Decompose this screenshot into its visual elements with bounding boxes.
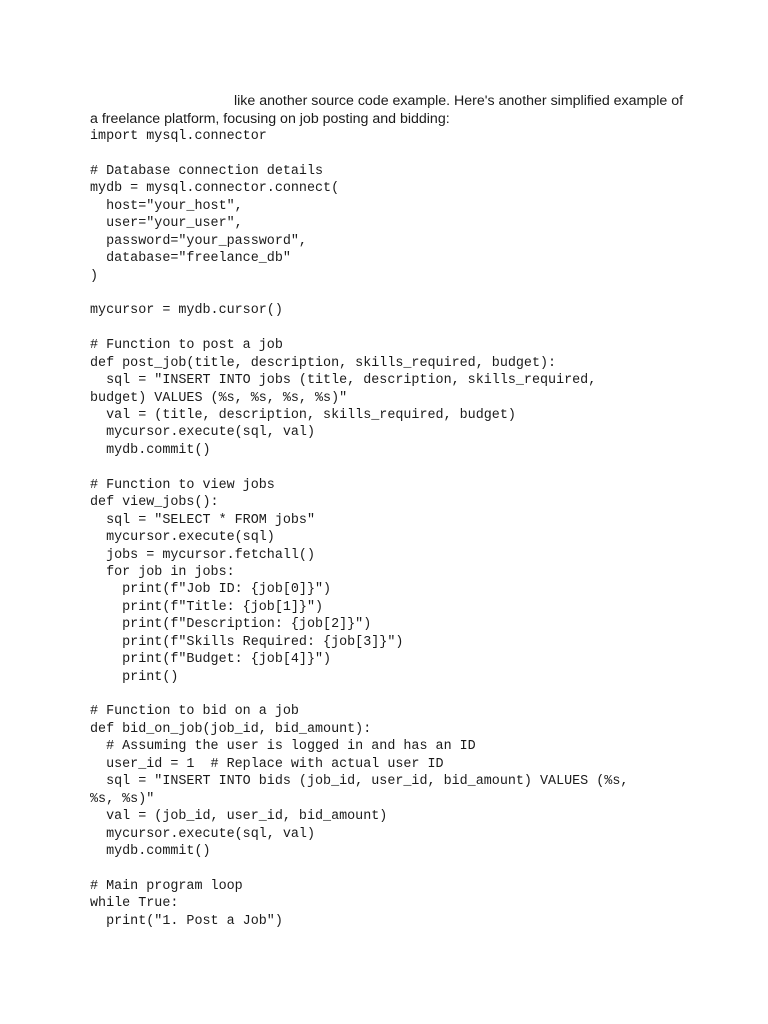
code-line: # Database connection details <box>90 163 324 179</box>
code-line: mydb = mysql.connector.connect( <box>90 181 340 197</box>
code-line: print(f"Job ID: {job[0]}") <box>90 582 332 598</box>
code-line: while True: <box>90 896 179 912</box>
code-line: mycursor = mydb.cursor() <box>90 303 283 319</box>
code-line: budget) VALUES (%s, %s, %s, %s)" <box>90 390 348 406</box>
code-line: # Function to bid on a job <box>90 704 299 720</box>
code-line: def view_jobs(): <box>90 495 219 511</box>
code-line: print() <box>90 669 179 685</box>
code-line: print("1. Post a Job") <box>90 913 283 929</box>
code-line: mycursor.execute(sql, val) <box>90 425 315 441</box>
code-line: sql = "SELECT * FROM jobs" <box>90 512 315 528</box>
code-line: host="your_host", <box>90 198 243 214</box>
code-line: mydb.commit() <box>90 442 211 458</box>
code-line: jobs = mycursor.fetchall() <box>90 547 315 563</box>
code-line: print(f"Budget: {job[4]}") <box>90 652 332 668</box>
code-line <box>90 145 690 162</box>
intro-line: a freelance platform, focusing on job posting and bidding: <box>90 110 450 127</box>
code-line: mycursor.execute(sql, val) <box>90 826 315 842</box>
code-line: def bid_on_job(job_id, bid_amount): <box>90 721 372 737</box>
code-line <box>90 459 690 476</box>
code-line <box>90 285 690 302</box>
code-line: %s, %s)" <box>90 791 155 807</box>
code-line: print(f"Description: {job[2]}") <box>90 617 372 633</box>
code-line: for job in jobs: <box>90 564 235 580</box>
code-line: print(f"Title: {job[1]}") <box>90 599 324 615</box>
code-line: # Function to post a job <box>90 338 283 354</box>
code-line <box>90 860 690 877</box>
intro-line: like another source code example. Here's another simplified example of <box>234 93 684 109</box>
code-line: # Function to view jobs <box>90 477 275 493</box>
code-line: import mysql.connector <box>90 129 267 144</box>
code-line: val = (title, description, skills_required, budget) <box>90 408 516 423</box>
code-line: password="your_password", <box>90 233 307 249</box>
code-line: user_id = 1 # Replace with actual user ID <box>90 756 444 772</box>
code-line: mycursor.execute(sql) <box>90 530 275 546</box>
code-line <box>90 320 690 337</box>
code-line: mydb.commit() <box>90 843 211 859</box>
code-line: database="freelance_db" <box>90 251 291 267</box>
code-line: val = (job_id, user_id, bid_amount) <box>90 809 388 825</box>
code-line: # Main program loop <box>90 878 243 894</box>
code-line: # Assuming the user is logged in and has an ID <box>90 739 476 755</box>
code-line: ) <box>90 268 99 284</box>
code-line: print(f"Skills Required: {job[3]}") <box>90 634 404 650</box>
code-line: sql = "INSERT INTO jobs (title, description, skills_required, <box>90 373 597 389</box>
code-line: user="your_user", <box>90 216 243 232</box>
code-line: def post_job(title, description, skills_required, budget): <box>90 355 557 371</box>
intro-paragraph <box>90 93 690 128</box>
code-line: sql = "INSERT INTO bids (job_id, user_id, bid_amount) VALUES (%s, <box>90 774 629 790</box>
code-line <box>90 686 690 703</box>
code-block <box>90 128 690 930</box>
